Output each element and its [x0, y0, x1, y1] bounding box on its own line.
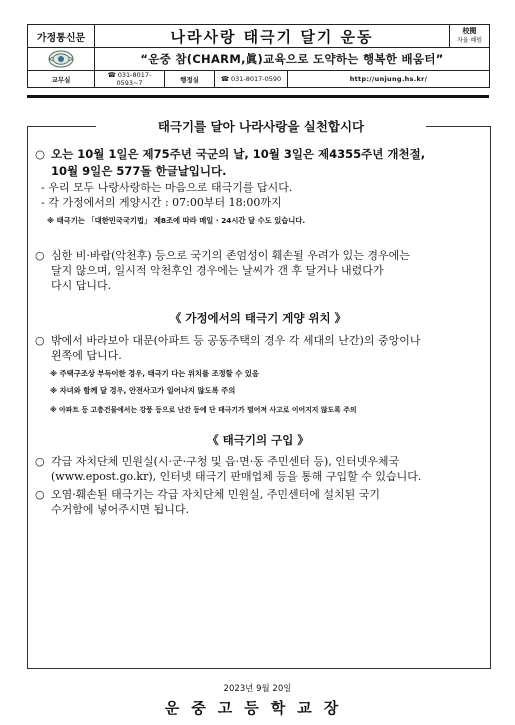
- weather-line-1: 심한 비·바람(악천후) 등으로 국기의 존엄성이 훼손될 우려가 있는 경우에는: [51, 249, 410, 262]
- intro-line-1: 오는 10월 1일은 제75주년 국군의 날, 10월 3일은 제4355주년 개천절,: [51, 147, 426, 161]
- location-note-2: ※ 자녀와 함께 달 경우, 안전사고가 일어나지 않도록 주의: [50, 386, 236, 395]
- bullet-circle: ○: [35, 488, 45, 501]
- office1-phone: ☎ 031-8017-0593~7: [95, 71, 165, 88]
- bullet-circle: ○: [35, 334, 45, 347]
- disposal-line-1: 오염·훼손된 태극기는 각급 자치단체 민원실, 주민센터에 설치된 국기: [51, 488, 380, 501]
- purchase-line-1: 각급 자치단체 민원실(시·군·구청 및 읍·면·동 주민센터 등), 인터넷우체국: [51, 455, 400, 468]
- school-emblem-cell: [28, 48, 95, 71]
- weather-line-2: 달지 않으며, 일시적 악천후인 경우에는 날씨가 갠 후 달거나 내렸다가: [51, 264, 384, 277]
- approval-line-1: 校閱: [462, 27, 477, 35]
- principal-signature: 운중고등학교장: [164, 699, 351, 717]
- header-divider: [27, 95, 489, 98]
- section-heading-location: 《 가정에서의 태극기 게양 위치 》: [169, 311, 347, 325]
- page-title: 나라사랑 태극기 달기 운동: [95, 25, 450, 48]
- section-heading-purchase: 《 태극기의 구입 》: [207, 433, 309, 447]
- intro-note: ※ 태극기는 「대한민국국기법」 제8조에 따라 매일 · 24시간 달 수도 있습니다.: [47, 216, 306, 225]
- location-line-2: 왼쪽에 답니다.: [51, 349, 122, 362]
- intro-sub-1: - 우리 모두 나랑사랑하는 마음으로 태극기를 답시다.: [41, 181, 293, 194]
- bullet-circle: ○: [35, 147, 46, 161]
- header-table: [27, 24, 490, 88]
- location-note-3: ※ 아파트 등 고층건물에서는 강풍 등으로 난간 등에 단 태극기가 떨어져 사고로 이어지지 않도록 주의: [50, 406, 357, 414]
- school-slogan: “운중 참(CHARM,眞)교육으로 도약하는 행복한 배움터”: [95, 48, 490, 71]
- office2-label: 행정실: [165, 71, 215, 88]
- school-emblem-icon: [28, 48, 94, 70]
- notice-type-label: 가정통신문: [28, 25, 95, 48]
- disposal-line-2: 수거함에 넣어주시면 됩니다.: [51, 503, 190, 516]
- intro-line-2: 10월 9일은 577돌 한글날입니다.: [51, 164, 227, 178]
- approval-line-2: 자율 혜원: [456, 37, 483, 44]
- weather-line-3: 다시 답니다.: [51, 279, 112, 292]
- location-line-1: 밖에서 바라보아 대문(아파트 등 공동주택의 경우 각 세대의 난간)의 중앙이나: [51, 334, 421, 347]
- office2-phone: ☎ 031-8017-0590: [215, 71, 288, 88]
- location-note-1: ※ 주택구조상 부득이한 경우, 태극기 다는 위치를 조정할 수 있음: [50, 369, 259, 378]
- purchase-block: [35, 454, 485, 517]
- bullet-circle: ○: [35, 455, 45, 468]
- office1-label: 교무실: [28, 71, 95, 88]
- approval-cell: [450, 25, 490, 48]
- school-url-link[interactable]: http://unjung.hs.kr/: [288, 71, 490, 88]
- location-block: [35, 333, 485, 363]
- intro-sub-2: - 각 가정에서의 게양시간 : 07:00부터 18:00까지: [41, 196, 282, 209]
- intro-block: [35, 146, 485, 210]
- issue-date: 2023년 9월 20일: [223, 684, 292, 694]
- purchase-line-2: (www.epost.go.kr), 인터넷 태극기 판매업체 등을 통해 구입할 수 있습니다.: [51, 470, 422, 483]
- box-title: 태극기를 달아 나라사랑을 실천합시다: [96, 117, 426, 137]
- bullet-circle: ○: [35, 249, 45, 262]
- weather-block: [35, 248, 485, 293]
